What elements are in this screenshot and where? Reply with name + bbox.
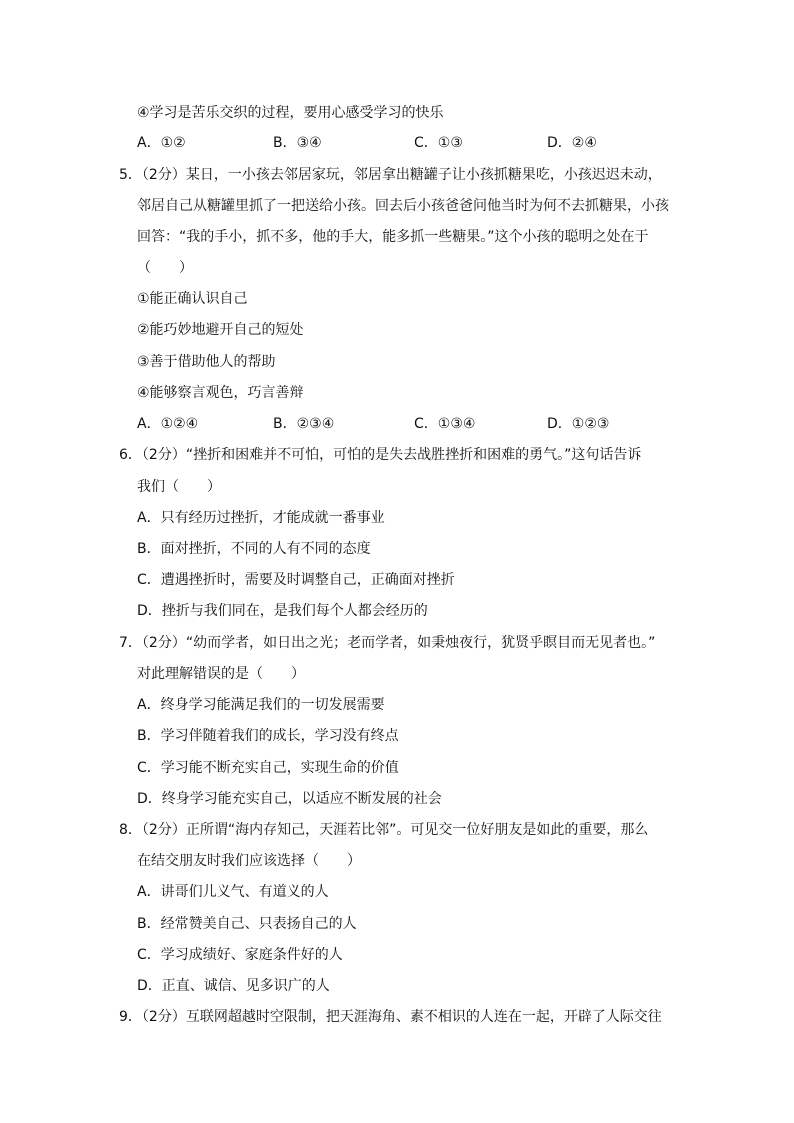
q7-option-c: C．学习能不断充实自己，实现生命的价值 xyxy=(137,760,399,776)
q8-stem-line-2: 在结交朋友时我们应该选择（ ） xyxy=(137,853,361,869)
q8-option-c: C．学习成绩好、家庭条件好的人 xyxy=(137,947,343,963)
q8-option-a: A．讲哥们儿义气、有道义的人 xyxy=(137,884,329,900)
q5-stem-line-3: 回答：“我的手小，抓不多，他的手大，能多抓一些糖果。”这个小孩的聪明之处在于 xyxy=(137,229,649,245)
q5-option-a: A．①②④ xyxy=(137,416,199,432)
q5-statement-1: ①能正确认识自己 xyxy=(137,291,248,307)
q7-stem-line-2: 对此理解错误的是（ ） xyxy=(137,666,305,682)
q8-option-b: B．经常赞美自己、只表扬自己的人 xyxy=(137,916,357,932)
q6-option-c: C．遭遇挫折时，需要及时调整自己，正确面对挫折 xyxy=(137,572,455,588)
q5-stem-line-2: 邻居自己从糖罐里抓了一把送给小孩。回去后小孩爸爸问他当时为何不去抓糖果，小孩 xyxy=(137,198,669,214)
q6-option-d: D．挫折与我们同在，是我们每个人都会经历的 xyxy=(137,603,428,619)
q4-statement-4: ④学习是苦乐交织的过程，要用心感受学习的快乐 xyxy=(137,105,444,121)
q5-options xyxy=(137,415,657,433)
q8-stem-line-1: 8．（2分）正所谓“海内存知己，天涯若比邻”。可见交一位好朋友是如此的重要，那么 xyxy=(119,822,649,838)
q8-option-d: D．正直、诚信、见多识广的人 xyxy=(137,978,330,994)
q7-option-d: D．终身学习能充实自己，以适应不断发展的社会 xyxy=(137,791,442,807)
q5-stem-line-4: （ ） xyxy=(137,260,193,276)
q5-option-c: C．①③④ xyxy=(414,416,476,432)
q7-stem-line-1: 7．（2分）“幼而学者，如日出之光；老而学者，如秉烛夜行，犹贤乎瞑目而无见者也。” xyxy=(119,635,656,651)
q5-statement-3: ③善于借助他人的帮助 xyxy=(137,354,276,370)
q4-options xyxy=(137,134,657,152)
q6-stem-line-2: 我们（ ） xyxy=(137,479,221,495)
q4-option-d: D．②④ xyxy=(547,135,597,151)
q7-option-b: B．学习伴随着我们的成长，学习没有终点 xyxy=(137,728,399,744)
q6-option-a: A．只有经历过挫折，才能成就一番事业 xyxy=(137,510,385,526)
q5-option-d: D．①②③ xyxy=(547,416,610,432)
q7-option-a: A．终身学习能满足我们的一切发展需要 xyxy=(137,697,385,713)
q6-option-b: B．面对挫折，不同的人有不同的态度 xyxy=(137,541,371,557)
q4-option-c: C．①③ xyxy=(414,135,463,151)
q5-stem-line-1: 5．（2分）某日，一小孩去邻居家玩，邻居拿出糖罐子让小孩抓糖果吃，小孩迟迟未动， xyxy=(119,167,662,183)
q5-statement-2: ②能巧妙地避开自己的短处 xyxy=(137,322,304,338)
q5-statement-4: ④能够察言观色，巧言善辩 xyxy=(137,385,304,401)
q6-stem-line-1: 6．（2分）“挫折和困难并不可怕，可怕的是失去战胜挫折和困难的勇气。”这句话告诉 xyxy=(119,447,642,463)
q9-stem-line-1: 9．（2分）互联网超越时空限制，把天涯海角、素不相识的人连在一起，开辟了人际交往 xyxy=(119,1009,662,1025)
q5-option-b: B．②③④ xyxy=(273,416,335,432)
q4-option-b: B．③④ xyxy=(273,135,322,151)
q4-option-a: A．①② xyxy=(137,135,186,151)
